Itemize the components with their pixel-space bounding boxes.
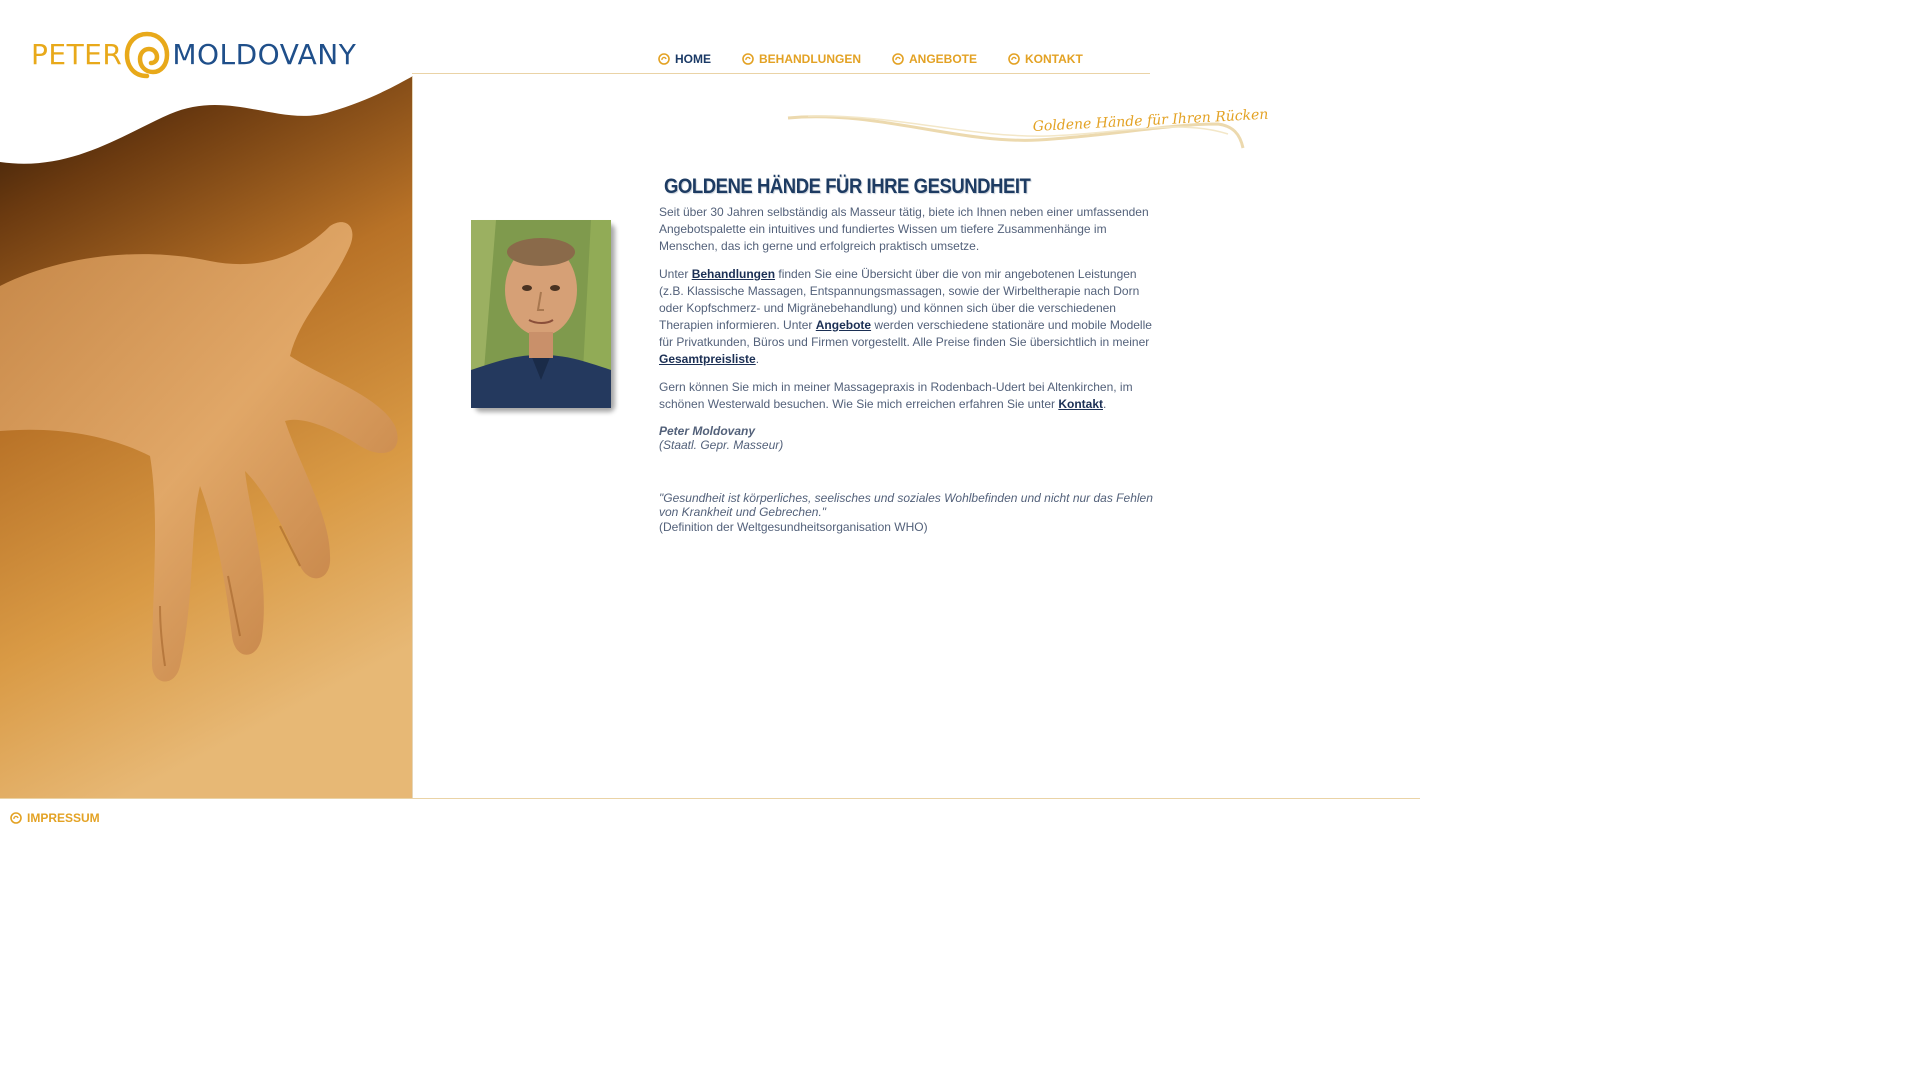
main-nav (658, 52, 1114, 66)
footer-divider (0, 798, 1420, 799)
text-span: finden Sie eine Übersicht über die von mir angebotenen Leistungen (z.B. Klassische Massagen, Entspannungsmassagen, sowie der Wirbeltherapie nach Dorn oder Kopfschmerz- und Migränebehandlung) und können sich über die verschiedenen Therapien informieren. Unter (659, 267, 1140, 332)
text-span: werden verschiedene stationäre und mobile Modelle für Privatkunden, Büros und Firmen vorgestellt. Alle Preise finden Sie übersichtlich in meiner (659, 318, 1152, 349)
logo-first-name: PETER (31, 38, 123, 71)
hand-massage-photo (0, 76, 413, 798)
portrait-photo (471, 220, 611, 408)
logo-spiral-icon (124, 30, 170, 80)
nav-kontakt-label: KONTAKT (1025, 52, 1083, 66)
spiral-bullet-icon (658, 53, 670, 65)
spiral-bullet-icon (742, 53, 754, 65)
slogan-text: Goldene Hände für Ihren Rücken (1032, 106, 1269, 135)
nav-behandlungen[interactable] (742, 52, 861, 66)
nav-angebote-label: ANGEBOTE (909, 52, 978, 66)
site-logo[interactable] (31, 30, 356, 80)
gesamtpreisliste-link[interactable]: Gesamtpreisliste (659, 352, 756, 366)
text-span: Unter (659, 267, 692, 281)
signature (659, 424, 1154, 452)
logo-last-name: MOLDOVANY (172, 38, 357, 71)
spiral-bullet-icon (10, 812, 22, 824)
impressum-link[interactable] (10, 811, 100, 825)
text-span: . (1103, 397, 1107, 411)
nav-kontakt[interactable] (1008, 52, 1083, 66)
nav-home-label: HOME (675, 52, 711, 66)
kontakt-link[interactable]: Kontakt (1058, 397, 1103, 411)
slogan-swoosh (788, 104, 1269, 164)
nav-home[interactable] (658, 52, 711, 66)
text-span: Gern können Sie mich in meiner Massagepraxis in Rodenbach-Udert bei Altenkirchen, im schönen Westerwald besuchen. Wie Sie mich erreichen erfahren Sie unter (659, 380, 1133, 411)
behandlungen-link[interactable]: Behandlungen (691, 267, 776, 281)
who-quote: "Gesundheit ist körperliches, seelisches und soziales Wohlbefinden und nicht nur das Fehlen von Krankheit und Gebrechen." (659, 491, 1153, 519)
signature-title: (Staatl. Gepr. Masseur) (659, 438, 784, 452)
nav-angebote[interactable] (892, 52, 977, 66)
quote-source: (Definition der Weltgesundheitsorganisation WHO) (659, 520, 928, 534)
impressum-label: IMPRESSUM (27, 811, 100, 825)
spiral-bullet-icon (1008, 53, 1020, 65)
signature-name: Peter Moldovany (659, 424, 756, 438)
nav-divider (412, 73, 1150, 74)
portrait-image (471, 220, 611, 408)
text-span: . (755, 352, 760, 366)
intro-paragraph: Seit über 30 Jahren selbständig als Masseur tätig, biete ich Ihnen neben einer umfassenden Angebotspalette ein intuitives und fundiertes Wissen um tiefere Zusammenhänge im Menschen, das ich gerne und erfolgreich praktisch umsetze. (659, 205, 1149, 253)
location-paragraph (659, 379, 1154, 413)
nav-behandlungen-label: BEHANDLUNGEN (759, 52, 861, 66)
services-paragraph (659, 266, 1154, 368)
spiral-bullet-icon (892, 53, 904, 65)
angebote-link[interactable]: Angebote (815, 318, 872, 332)
page-title: GOLDENE HÄNDE FÜR IHRE GESUNDHEIT (664, 175, 1031, 198)
main-content (659, 175, 1154, 536)
